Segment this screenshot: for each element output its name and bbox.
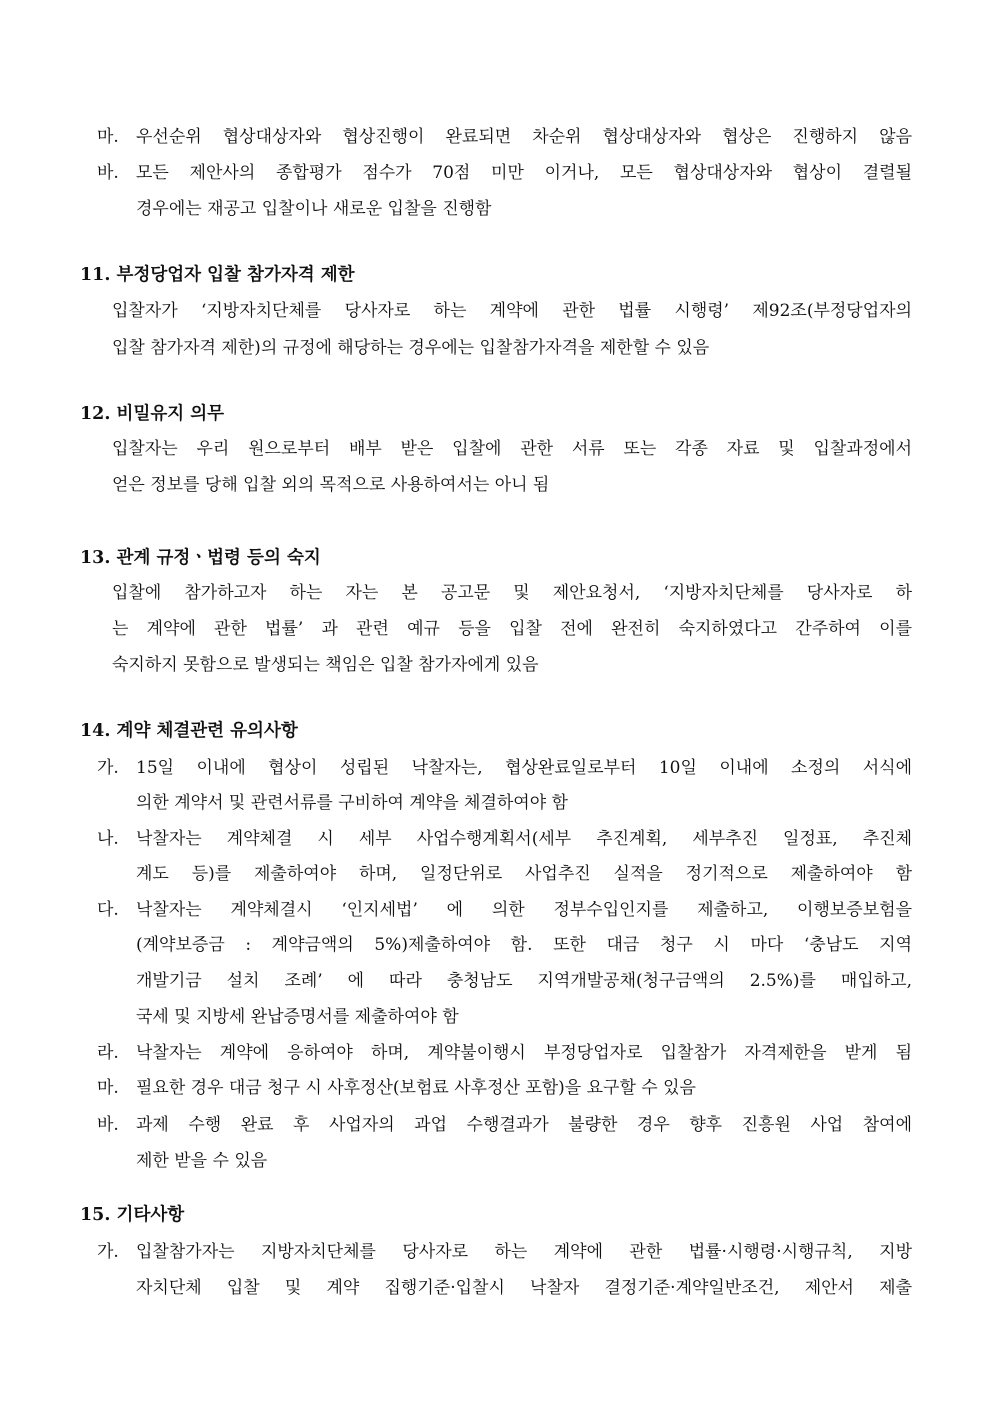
paragraph-line: 입찰에 참가하고자 하는 자는 본 공고문 및 제안요청서, ‘지방자치단체를 당사자로 하 xyxy=(112,583,912,603)
item-text: 우선순위 협상대상자와 협상진행이 완료되면 차순위 협상대상자와 협상은 진행하지 않음 xyxy=(136,127,912,147)
item-text: 의한 계약서 및 관련서류를 구비하여 계약을 체결하여야 함 xyxy=(136,793,568,813)
item-marker: 마. xyxy=(97,127,119,147)
item-text: 제한 받을 수 있음 xyxy=(136,1151,268,1171)
item-marker: 바. xyxy=(97,1115,119,1135)
item-text: 개발기금 설치 조례’ 에 따라 충청남도 지역개발공채(청구금액의 2.5%)를 매입하고, xyxy=(136,971,912,991)
item-text: 모든 제안사의 종합평가 점수가 70점 미만 이거나, 모든 협상대상자와 협상이 결렬될 xyxy=(136,163,912,183)
item-marker: 가. xyxy=(97,758,119,778)
item-marker: 라. xyxy=(97,1043,119,1063)
item-text: 국세 및 지방세 완납증명서를 제출하여야 함 xyxy=(136,1007,459,1027)
paragraph-line: 얻은 정보를 당해 입찰 외의 목적으로 사용하여서는 아니 됨 xyxy=(112,475,550,495)
section-heading: 13. 관계 규정ㆍ법령 등의 숙지 xyxy=(80,548,321,568)
section-heading: 14. 계약 체결관련 유의사항 xyxy=(80,721,298,741)
item-text: 자치단체 입찰 및 계약 집행기준·입찰시 낙찰자 결정기준·계약일반조건, 제안서 제출 xyxy=(136,1278,912,1298)
item-text: 과제 수행 완료 후 사업자의 과업 수행결과가 불량한 경우 향후 진흥원 사업 참여에 xyxy=(136,1115,912,1135)
section-heading: 12. 비밀유지 의무 xyxy=(80,404,225,424)
item-marker: 다. xyxy=(97,900,119,920)
item-text: 낙찰자는 계약에 응하여야 하며, 계약불이행시 부정당업자로 입찰참가 자격제한을 받게 됨 xyxy=(136,1043,912,1063)
item-text: 낙찰자는 계약체결시 ‘인지세법’ 에 의한 정부수입인지를 제출하고, 이행보증보험을 xyxy=(136,900,912,920)
paragraph-line: 입찰자가 ‘지방자치단체를 당사자로 하는 계약에 관한 법률 시행령’ 제92조(부정당업자의 xyxy=(112,301,912,321)
section-heading: 15. 기타사항 xyxy=(80,1205,185,1225)
paragraph-line: 입찰 참가자격 제한)의 규정에 해당하는 경우에는 입찰참가자격을 제한할 수 있음 xyxy=(112,338,710,358)
paragraph-line: 입찰자는 우리 원으로부터 배부 받은 입찰에 관한 서류 또는 각종 자료 및 입찰과정에서 xyxy=(112,439,912,459)
paragraph-line: 는 계약에 관한 법률’ 과 관련 예규 등을 입찰 전에 완전히 숙지하였다고 간주하여 이를 xyxy=(112,619,912,639)
item-text: 입찰참가자는 지방자치단체를 당사자로 하는 계약에 관한 법률·시행령·시행규칙, 지방 xyxy=(136,1242,912,1262)
item-marker: 마. xyxy=(97,1078,119,1098)
item-text: 경우에는 재공고 입찰이나 새로운 입찰을 진행함 xyxy=(136,199,492,219)
item-text: 낙찰자는 계약체결 시 세부 사업수행계획서(세부 추진계획, 세부추진 일정표, 추진체 xyxy=(136,829,912,849)
item-text: 필요한 경우 대금 청구 시 사후정산(보험료 사후정산 포함)을 요구할 수 있음 xyxy=(136,1078,696,1098)
section-heading: 11. 부정당업자 입찰 참가자격 제한 xyxy=(80,265,355,285)
item-text: 15일 이내에 협상이 성립된 낙찰자는, 협상완료일로부터 10일 이내에 소정의 서식에 xyxy=(136,758,912,778)
item-marker: 나. xyxy=(97,829,119,849)
item-text: (계약보증금 : 계약금액의 5%)제출하여야 함. 또한 대금 청구 시 마다 ‘충남도 지역 xyxy=(136,935,912,955)
paragraph-line: 숙지하지 못함으로 발생되는 책임은 입찰 참가자에게 있음 xyxy=(112,655,539,675)
item-text: 계도 등)를 제출하여야 하며, 일정단위로 사업추진 실적을 정기적으로 제출하여야 함 xyxy=(136,864,912,884)
item-marker: 바. xyxy=(97,163,119,183)
item-marker: 가. xyxy=(97,1242,119,1262)
